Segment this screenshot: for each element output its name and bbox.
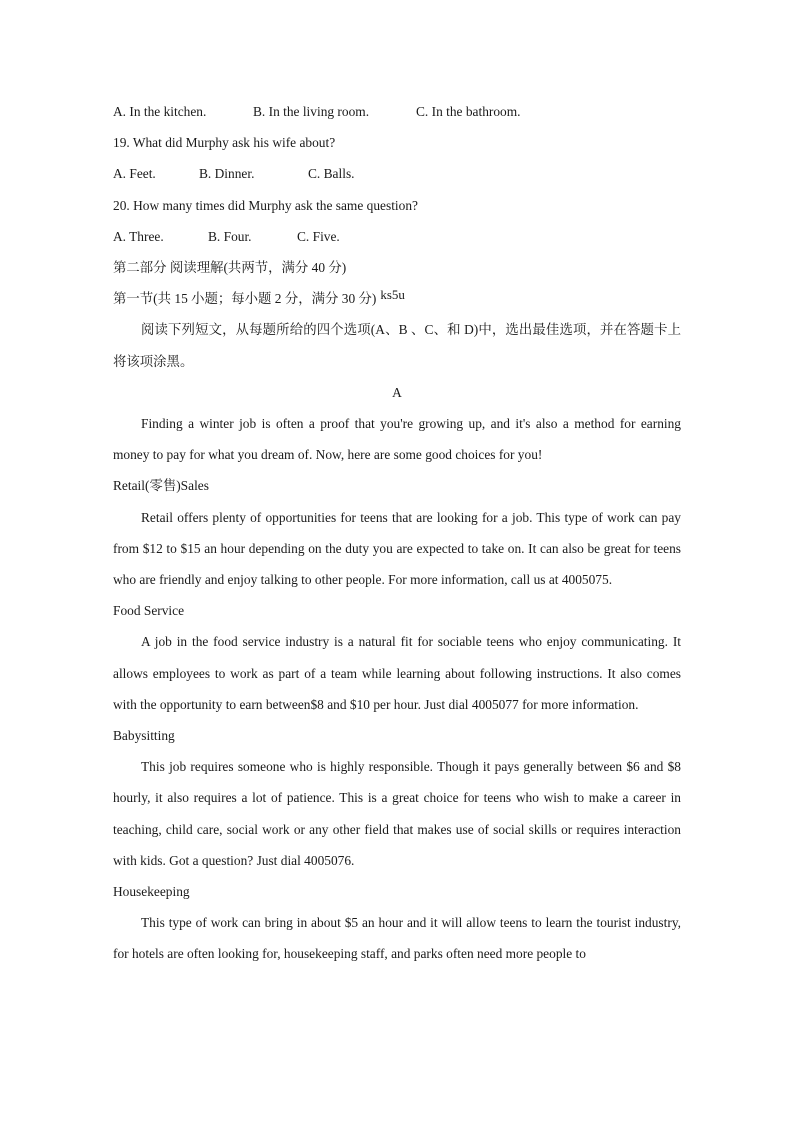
q19-question: 19. What did Murphy ask his wife about? bbox=[113, 135, 336, 151]
q20-option-a: A. Three. bbox=[113, 228, 164, 244]
q18-options bbox=[113, 96, 681, 127]
passage-label: A bbox=[392, 384, 402, 400]
section-heading-food-service: Food Service bbox=[113, 603, 185, 619]
section1-title: 第一节(共 15 小题；每小题 2 分，满分 30 分) bbox=[113, 291, 377, 307]
section-heading-retail: Retail(零售)Sales bbox=[113, 478, 209, 494]
section-body-babysitting: This job requires someone who is highly responsible. Though it pays generally between $6 and $8 hourly, it also requires a lot of patience. This is a great choice for teens who wish to make a career in teaching, child care, social work or any other field that makes use of social skills or requires interaction with kids. Got a question? Just dial 4005076. bbox=[113, 759, 681, 868]
q20-option-c: C. Five. bbox=[297, 228, 340, 244]
q20-options bbox=[113, 221, 681, 252]
watermark-text: ks5u bbox=[380, 287, 405, 303]
q20-option-b: B. Four. bbox=[208, 228, 252, 244]
q19-option-b: B. Dinner. bbox=[199, 166, 255, 182]
section-heading-housekeeping: Housekeeping bbox=[113, 883, 190, 899]
instructions: 阅读下列短文，从每题所给的四个选项(A、B 、C、和 D)中，选出最佳选项，并在答题卡上将该项涂黑。 bbox=[113, 322, 681, 369]
section-body-food-service: A job in the food service industry is a natural fit for sociable teens who enjoy communicating. It allows employees to work as part of a team while learning about following instructions. It also comes with the opportunity to earn between$8 and $10 per hour. Just dial 4005077 for more information. bbox=[113, 634, 681, 712]
q20-question: 20. How many times did Murphy ask the same question? bbox=[113, 197, 418, 213]
q19-option-c: C. Balls. bbox=[308, 166, 355, 182]
section1-title-row bbox=[113, 283, 681, 314]
q18-option-c: C. In the bathroom. bbox=[416, 104, 521, 119]
section-heading-babysitting: Babysitting bbox=[113, 727, 175, 743]
section-body-housekeeping: This type of work can bring in about $5 an hour and it will allow teens to learn the tourist industry, for hotels are often looking for, housekeeping staff, and parks often need more people to bbox=[113, 915, 681, 962]
section-body-retail: Retail offers plenty of opportunities for teens that are looking for a job. This type of work can pay from $12 to $15 an hour depending on the duty you are expected to take on. It can also be great for teens who are friendly and enjoy talking to other people. For more information, call us at 4005075. bbox=[113, 509, 681, 587]
q19-option-a: A. Feet. bbox=[113, 166, 156, 182]
exam-page bbox=[113, 96, 681, 970]
q18-option-b: B. In the living room. bbox=[253, 104, 370, 119]
passage-intro: Finding a winter job is often a proof that you're growing up, and it's also a method for earning money to pay for what you dream of. Now, here are some good choices for you! bbox=[113, 415, 681, 463]
part2-title: 第二部分 阅读理解(共两节，满分 40 分) bbox=[113, 259, 347, 275]
q18-option-a: A. In the kitchen. bbox=[113, 104, 207, 119]
q19-options bbox=[113, 158, 681, 189]
